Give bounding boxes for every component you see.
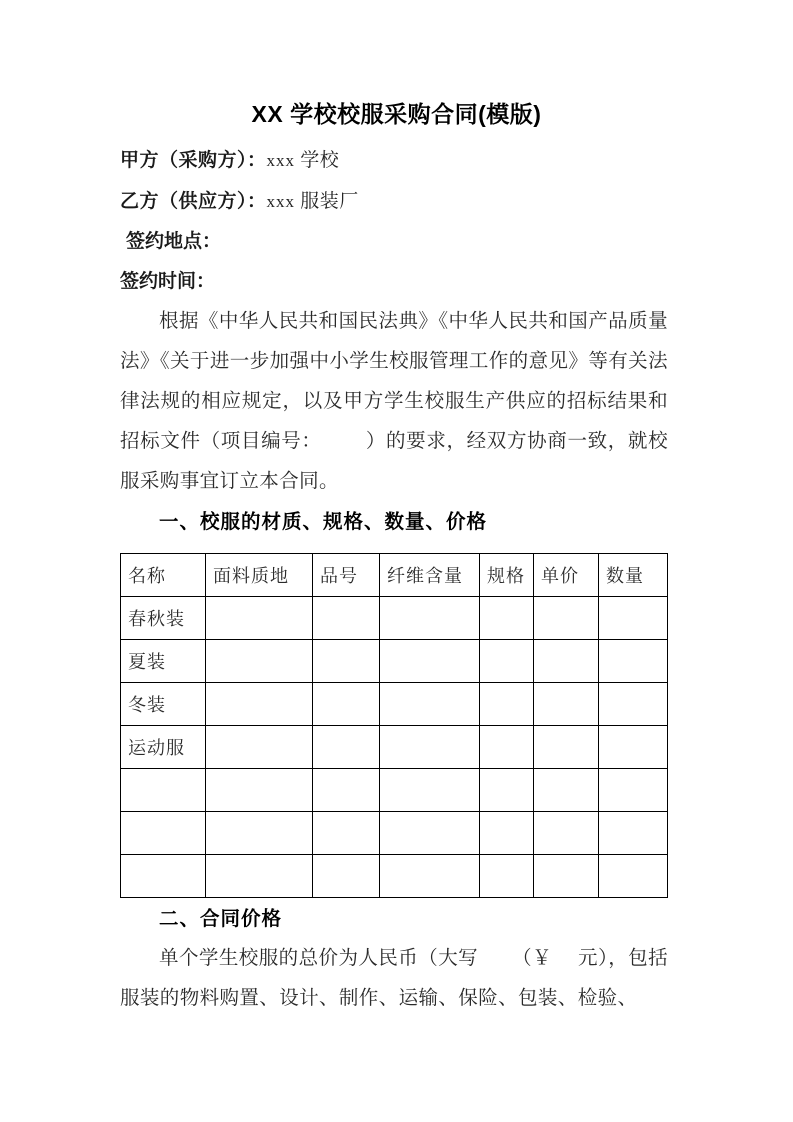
party-value-buyer: xxx 学校: [266, 150, 340, 171]
table-cell[interactable]: [480, 812, 534, 855]
table-cell[interactable]: [534, 812, 599, 855]
table-row: [121, 640, 668, 683]
document-body: [120, 140, 668, 542]
table-cell[interactable]: [599, 597, 668, 640]
price-text-part1: 单个学生校服的总价为人民币（大写: [159, 948, 479, 969]
table-cell[interactable]: [313, 683, 380, 726]
table-cell[interactable]: [206, 855, 313, 898]
table-cell[interactable]: [380, 769, 480, 812]
table-cell[interactable]: [121, 812, 206, 855]
table-cell[interactable]: [121, 855, 206, 898]
preamble-text-part1: 根据《中华人民共和国民法典》《中华人民共和国产品质量法》《关于进一步加强中小学生校服管理工作的意见》等有关法律法规的相应规定，以及甲方学生校服生产供应的招标结果和招标文件（项目编号：: [120, 311, 668, 452]
section-heading-one: 一、校服的材质、规格、数量、价格: [159, 511, 488, 533]
preamble-paragraph: [120, 302, 668, 502]
table-cell[interactable]: [380, 640, 480, 683]
table-cell[interactable]: [599, 769, 668, 812]
table-cell[interactable]: [380, 726, 480, 769]
table-cell[interactable]: [206, 597, 313, 640]
party-label-buyer: 甲方（采购方）：: [120, 150, 267, 171]
table-header-cell: 规格: [480, 554, 534, 597]
table-cell[interactable]: [206, 769, 313, 812]
page-title: XX 学校校服采购合同(模版): [251, 101, 542, 127]
table-row: [121, 726, 668, 769]
table-cell[interactable]: [534, 640, 599, 683]
table-cell[interactable]: [313, 769, 380, 812]
table-cell[interactable]: [599, 726, 668, 769]
table-row: [121, 597, 668, 640]
table-cell[interactable]: [313, 855, 380, 898]
party-line-supplier: [120, 181, 668, 222]
table-cell[interactable]: [534, 769, 599, 812]
table-cell[interactable]: [599, 640, 668, 683]
table-cell[interactable]: [534, 855, 599, 898]
field-signing-place: 签约地点：: [126, 231, 222, 252]
table-cell[interactable]: [206, 640, 313, 683]
table-row: [121, 855, 668, 898]
section-heading-two: 二、合同价格: [159, 908, 283, 930]
table-cell[interactable]: 运动服: [121, 726, 206, 769]
table-cell[interactable]: [534, 726, 599, 769]
table-cell[interactable]: [206, 683, 313, 726]
price-text-part2: （￥: [512, 948, 553, 969]
table-cell[interactable]: [534, 683, 599, 726]
party-line-buyer: [120, 140, 668, 181]
table-cell[interactable]: [480, 640, 534, 683]
table-cell[interactable]: [480, 683, 534, 726]
table-cell[interactable]: [313, 597, 380, 640]
table-cell[interactable]: 春秋装: [121, 597, 206, 640]
table-header-cell: 数量: [599, 554, 668, 597]
table-header-cell: 品号: [313, 554, 380, 597]
table-cell[interactable]: [480, 769, 534, 812]
table-cell[interactable]: [599, 683, 668, 726]
table-cell[interactable]: 冬装: [121, 683, 206, 726]
price-text-part3: 元），包括服装的物料购置、设计、制作、运输、保险、包装、检验、: [120, 948, 668, 1009]
table-cell[interactable]: [380, 812, 480, 855]
table-row: [121, 769, 668, 812]
table-cell[interactable]: [121, 769, 206, 812]
table-cell[interactable]: [480, 726, 534, 769]
table-header-cell: 纤维含量: [380, 554, 480, 597]
party-label-supplier: 乙方（供应方）：: [120, 191, 267, 212]
table-cell[interactable]: [206, 812, 313, 855]
table-cell[interactable]: [313, 640, 380, 683]
uniform-spec-table: [120, 553, 668, 898]
table-cell[interactable]: [313, 726, 380, 769]
table-cell[interactable]: [380, 855, 480, 898]
table-header-cell: 面料质地: [206, 554, 313, 597]
table-cell[interactable]: [380, 683, 480, 726]
section-two-block: [120, 899, 668, 1019]
table-header-row: [121, 554, 668, 597]
field-signing-date: 签约时间：: [120, 271, 216, 292]
table-cell[interactable]: [480, 855, 534, 898]
table-cell[interactable]: [380, 597, 480, 640]
table-cell[interactable]: [599, 812, 668, 855]
table-cell[interactable]: [599, 855, 668, 898]
table-row: [121, 812, 668, 855]
table-header-cell: 名称: [121, 554, 206, 597]
table-header-cell: 单价: [534, 554, 599, 597]
table-cell[interactable]: [534, 597, 599, 640]
table-cell[interactable]: [206, 726, 313, 769]
contract-price-paragraph: [120, 939, 668, 1019]
table-cell[interactable]: [313, 812, 380, 855]
party-value-supplier: xxx 服装厂: [266, 191, 359, 212]
table-row: [121, 683, 668, 726]
table-cell[interactable]: 夏装: [121, 640, 206, 683]
preamble-text-part2: ）的要求，经双方协商一致，就校服采购事宜订立本合同。: [120, 431, 668, 492]
table-cell[interactable]: [480, 597, 534, 640]
